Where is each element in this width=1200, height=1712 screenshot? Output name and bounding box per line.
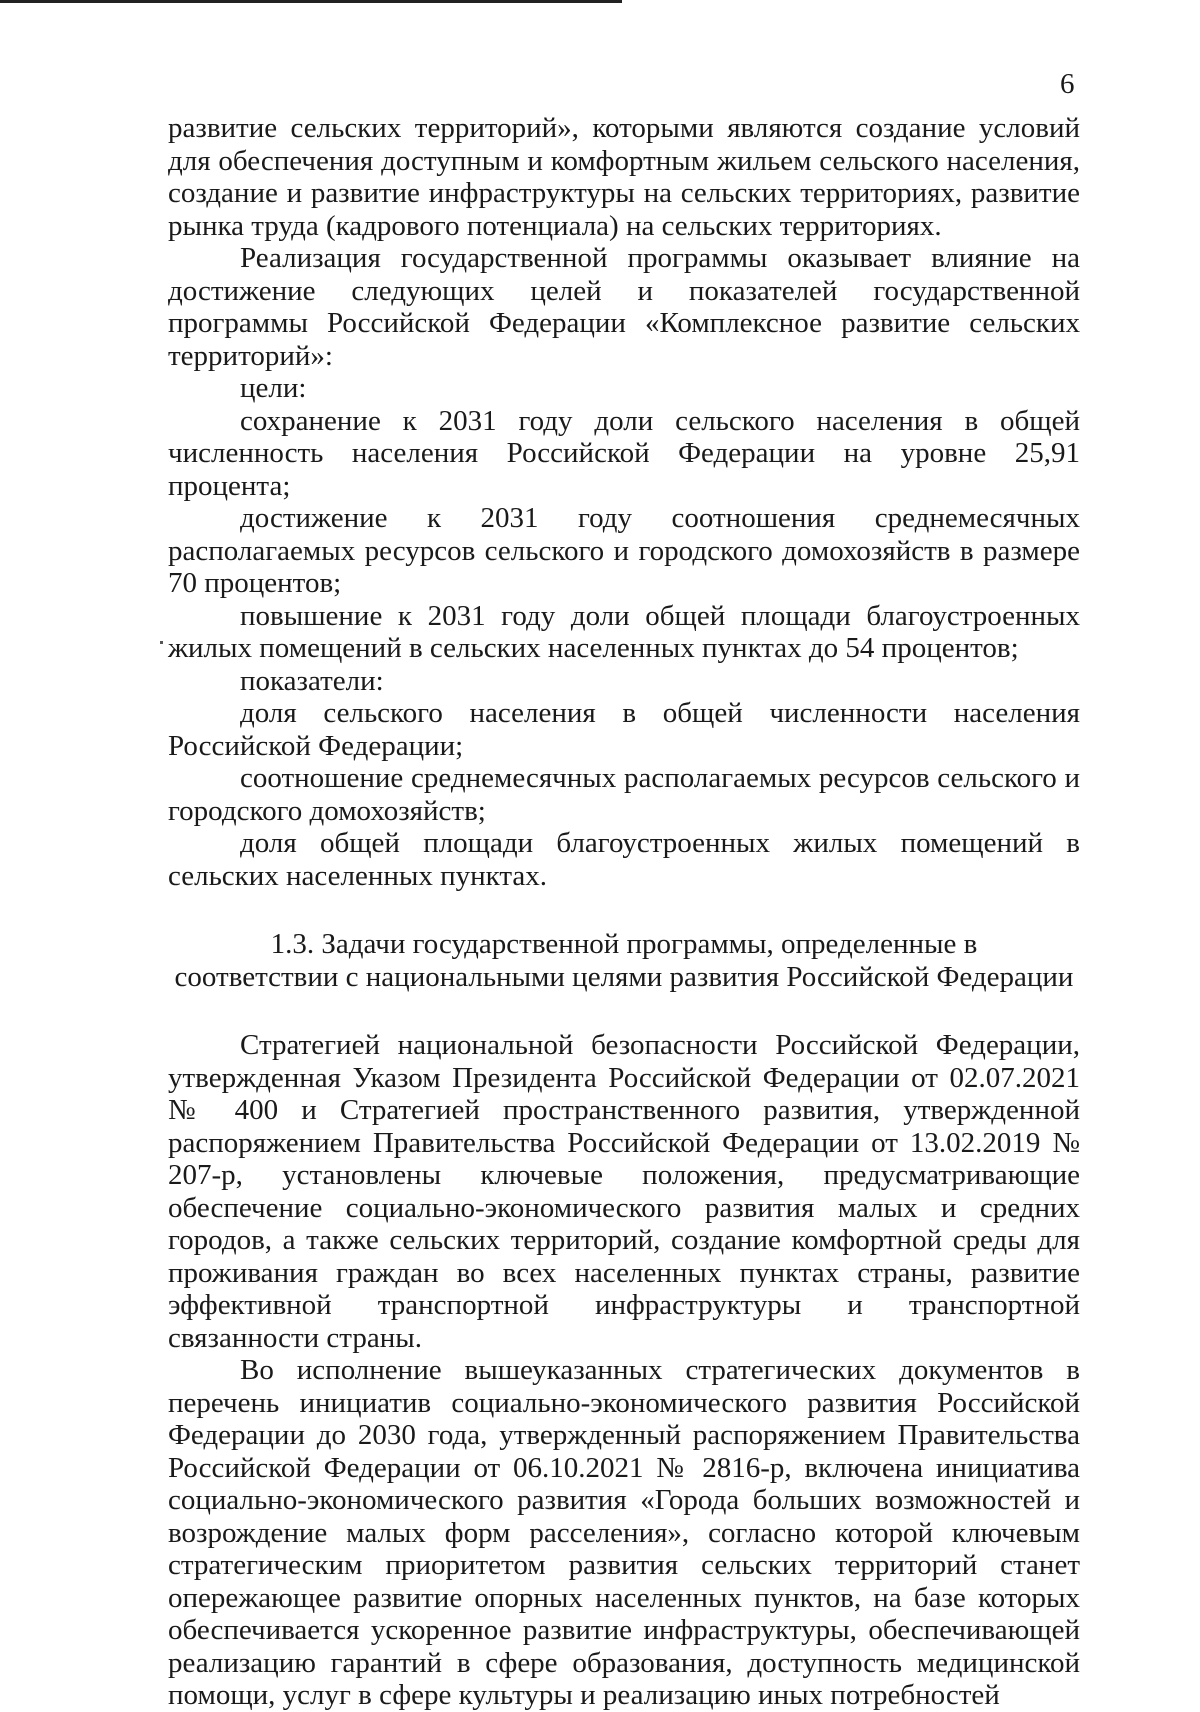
page-number: 6	[1060, 68, 1075, 100]
paragraph-continuation: развитие сельских территорий», которыми являются создание условий для обеспечения доступным и комфортным жильем сельского населения, создание и развитие инфраструктуры на сельских территориях, развитие рынка труда (кадрового потенциала) на сельских территориях.	[168, 112, 1080, 242]
paragraph-program-impact: Реализация государственной программы оказывает влияние на достижение следующих целей и показателей государственной программы Российской Федерации «Комплексное развитие сельских территорий»:	[168, 242, 1080, 372]
goal-item-rural-population: сохранение к 2031 году доли сельского населения в общей численность населения Российской Федерации на уровне 25,91 процента;	[168, 404, 1080, 502]
goal-item-household-ratio: достижение к 2031 году соотношения среднемесячных располагаемых ресурсов сельского и городского домохозяйств в размере 70 процентов;	[168, 502, 1080, 599]
section-heading-1-3	[168, 928, 1080, 993]
goal-item-housing-area: повышение к 2031 году доли общей площади благоустроенных жилых помещений в сельских населенных пунктах до 54 процентов;	[168, 599, 1080, 664]
scan-top-edge-rule	[0, 0, 622, 3]
paragraph-strategy: Стратегией национальной безопасности Российской Федерации, утвержденная Указом Президента Российской Федерации от 02.07.2021 № 400 и Стратегией пространственного развития, утвержденной распоряжением Правительства Российской Федерации от 13.02.2019 № 207-р, установлены ключевые положения, предусматривающие обеспечение социально-экономического развития малых и средних городов, а также сельских территорий, создание комфортной среды для проживания граждан во всех населенных пунктах страны, развитие эффективной транспортной инфраструктуры и транспортной связанности страны.	[168, 1029, 1080, 1354]
indicator-item-housing-share: доля общей площади благоустроенных жилых помещений в сельских населенных пунктах.	[168, 827, 1080, 892]
section-heading-line-2: соответствии с национальными целями развития Российской Федерации	[174, 960, 1074, 993]
scan-speck	[160, 641, 163, 644]
list-label-indicators: показатели:	[240, 664, 384, 697]
indicator-item-resources-ratio: соотношение среднемесячных располагаемых ресурсов сельского и городского домохозяйств;	[168, 762, 1080, 827]
section-heading-line-1: 1.3. Задачи государственной программы, определенные в	[270, 928, 978, 960]
indicator-item-rural-share: доля сельского населения в общей численности населения Российской Федерации;	[168, 697, 1080, 762]
paragraph-initiatives: Во исполнение вышеуказанных стратегических документов в перечень инициатив социально-экономического развития Российской Федерации до 2030 года, утвержденный распоряжением Правительства Российской Федерации от 06.10.2021 № 2816-р, включена инициатива социально-экономического развития «Города больших возможностей и возрождение малых форм расселения», согласно которой ключевым стратегическим приоритетом развития сельских территорий станет опережающее развитие опорных населенных пунктов, на базе которых обеспечивается ускоренное развитие инфраструктуры, обеспечивающей реализацию гарантий в сфере образования, доступность медицинской помощи, услуг в сфере культуры и реализацию иных потребностей	[168, 1354, 1080, 1711]
document-body	[168, 112, 1080, 1712]
list-label-goals: цели:	[240, 372, 307, 404]
